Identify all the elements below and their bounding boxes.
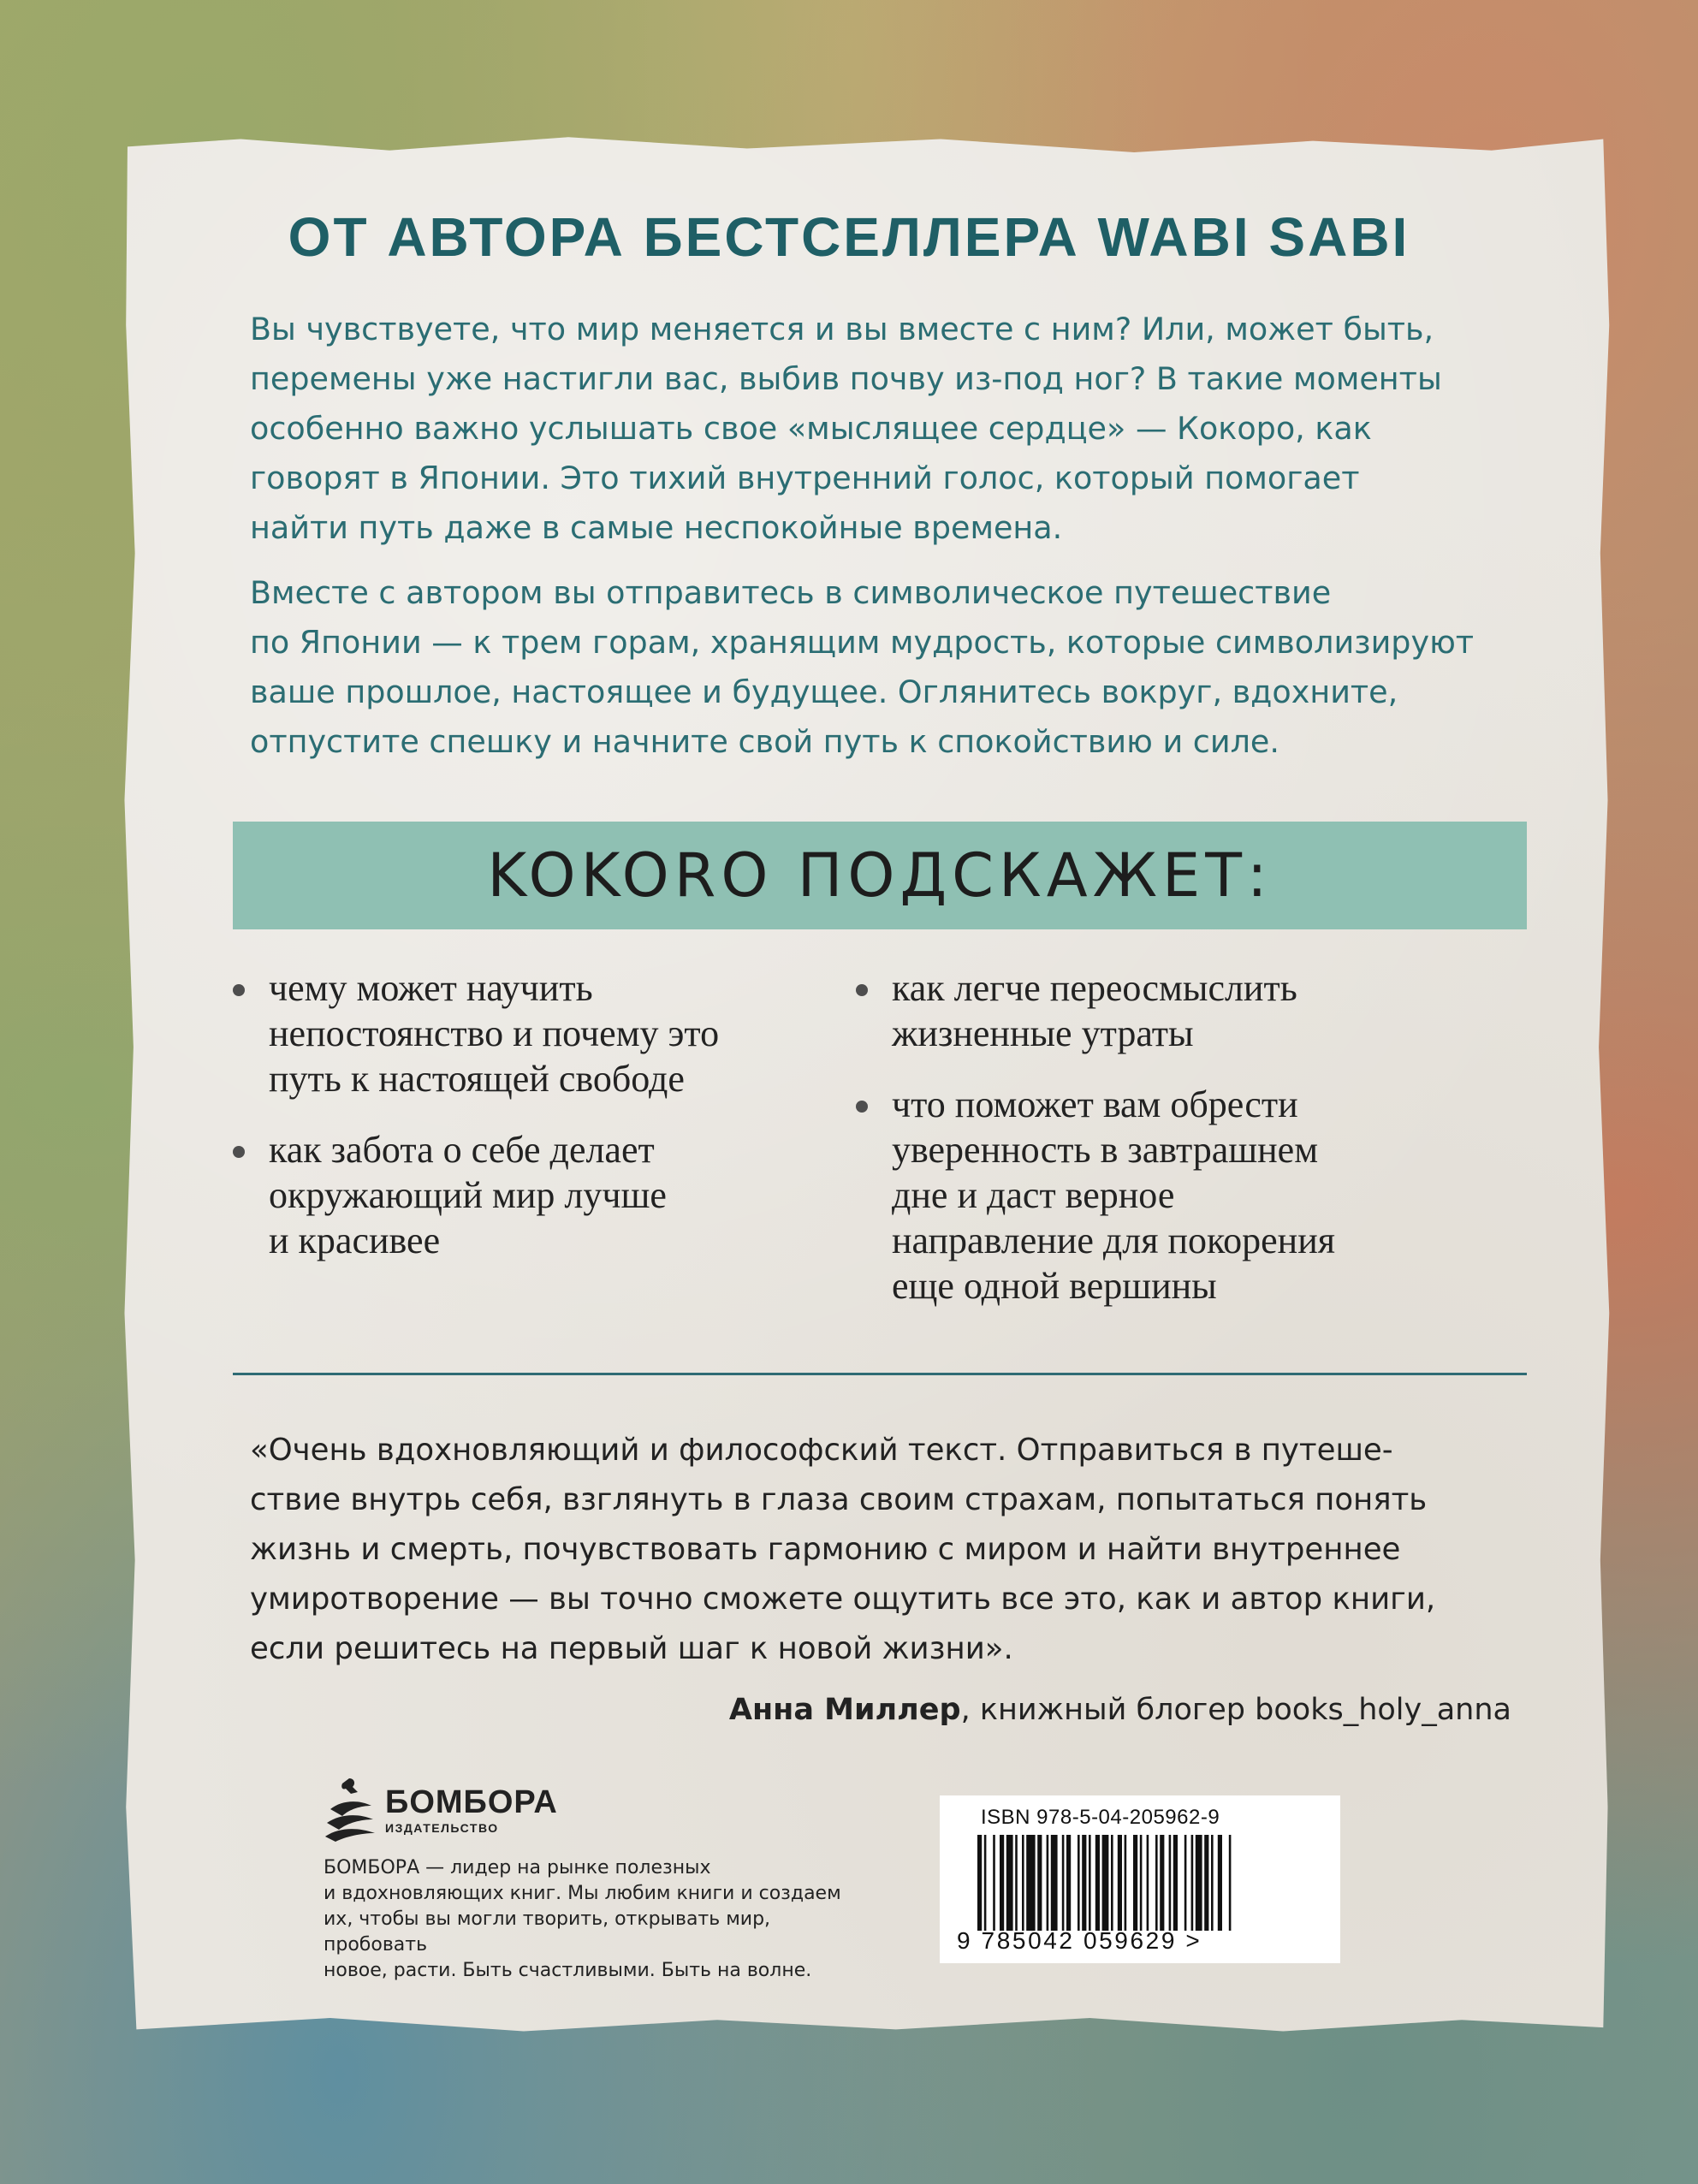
publisher-name: БОМБОРА [385,1783,558,1820]
bullet-column-right [856,965,1523,1334]
text-line: если решитесь на первый шаг к новой жизни». [250,1631,1013,1666]
bullet-item [233,1127,849,1263]
bullet-column-left [233,965,849,1289]
text-line: чему может научить [269,967,593,1009]
text-line: и красивее [269,1220,441,1261]
text-line: перемены уже настигли вас, выбив почву из-под ног? В такие моменты [250,360,1442,397]
text-line: жизнь и смерть, почувствовать гармонию с миром и найти внутреннее [250,1532,1401,1567]
bullet-item [233,965,849,1101]
text-line: еще одной вершины [892,1265,1217,1307]
text-line: непостоянство и почему это [269,1012,720,1054]
text-line: отпустите спешку и начните свой путь к спокойствию и силе. [250,723,1279,760]
bullet-dot-icon [856,984,868,996]
intro-paragraph-1 [250,305,1534,553]
publisher-logo [324,1775,558,1843]
bullet-dot-icon [233,984,245,996]
headline: ОТ АВТОРА БЕСТСЕЛЛЕРА WABI SABI [288,206,1410,268]
text-line: ствие внутрь себя, взглянуть в глаза своим страхам, попытаться понять [250,1482,1428,1517]
quote-attribution [729,1693,1511,1727]
text-line: жизненные утраты [892,1012,1194,1054]
reviewer-role: , книжный блогер books_holy_anna [960,1693,1511,1727]
text-line: новое, расти. Быть счастливыми. Быть на волне. [324,1960,812,1981]
section-banner [233,822,1527,929]
text-line: дне и даст верное [892,1174,1175,1216]
barcode-digits: 9 785042 059629 > [957,1927,1202,1954]
text-line: особенно важно услышать свое «мыслящее сердце» — Кокоро, как [250,410,1372,447]
text-line: как легче переосмыслить [892,967,1297,1009]
text-line: что поможет вам обрести [892,1083,1298,1125]
text-line: окружающий мир лучше [269,1174,667,1216]
bullet-dot-icon [856,1101,868,1113]
text-line: ваше прошлое, настоящее и будущее. Оглянитесь вокруг, вдохните, [250,674,1398,710]
bullet-item [856,1082,1523,1309]
publisher-description [324,1855,871,1984]
surfer-wave-icon [324,1775,377,1843]
text-line: как забота о себе делает [269,1129,655,1171]
barcode-panel [940,1795,1340,1963]
text-line: направление для покорения [892,1220,1336,1261]
intro-paragraph-2 [250,568,1534,767]
text-line: и вдохновляющих книг. Мы любим книги и создаем [324,1883,841,1904]
text-line: их, чтобы вы могли творить, открывать мир, пробовать [324,1908,771,1956]
text-line: Вы чувствуете, что мир меняется и вы вместе с ним? Или, может быть, [250,311,1434,347]
barcode-icon [977,1835,1303,1931]
bullet-item [856,965,1523,1056]
bullet-dot-icon [233,1146,245,1158]
banner-title: KOKORO ПОДСКАЖЕТ: [487,840,1273,911]
publisher-subtitle: ИЗДАТЕЛЬСТВО [385,1820,499,1835]
text-line: уверенность в завтрашнем [892,1129,1319,1171]
reviewer-name: Анна Миллер [728,1693,961,1727]
isbn-label: ISBN 978-5-04-205962-9 [981,1806,1220,1829]
text-line: путь к настоящей свободе [269,1058,685,1100]
review-quote [250,1426,1517,1674]
divider-line [233,1373,1527,1375]
text-line: по Японии — к трем горам, хранящим мудрость, которые символизируют [250,624,1475,661]
text-line: «Очень вдохновляющий и философский текст. Отправиться в путеше- [250,1433,1393,1468]
text-line: Вместе с автором вы отправитесь в символическое путешествие [250,574,1332,611]
text-line: говорят в Японии. Это тихий внутренний голос, который помогает [250,460,1360,496]
text-line: БОМБОРА — лидер на рынке полезных [324,1857,711,1878]
text-line: умиротворение — вы точно сможете ощутить все это, как и автор книги, [250,1582,1436,1617]
text-line: найти путь даже в самые неспокойные времена. [250,509,1063,546]
